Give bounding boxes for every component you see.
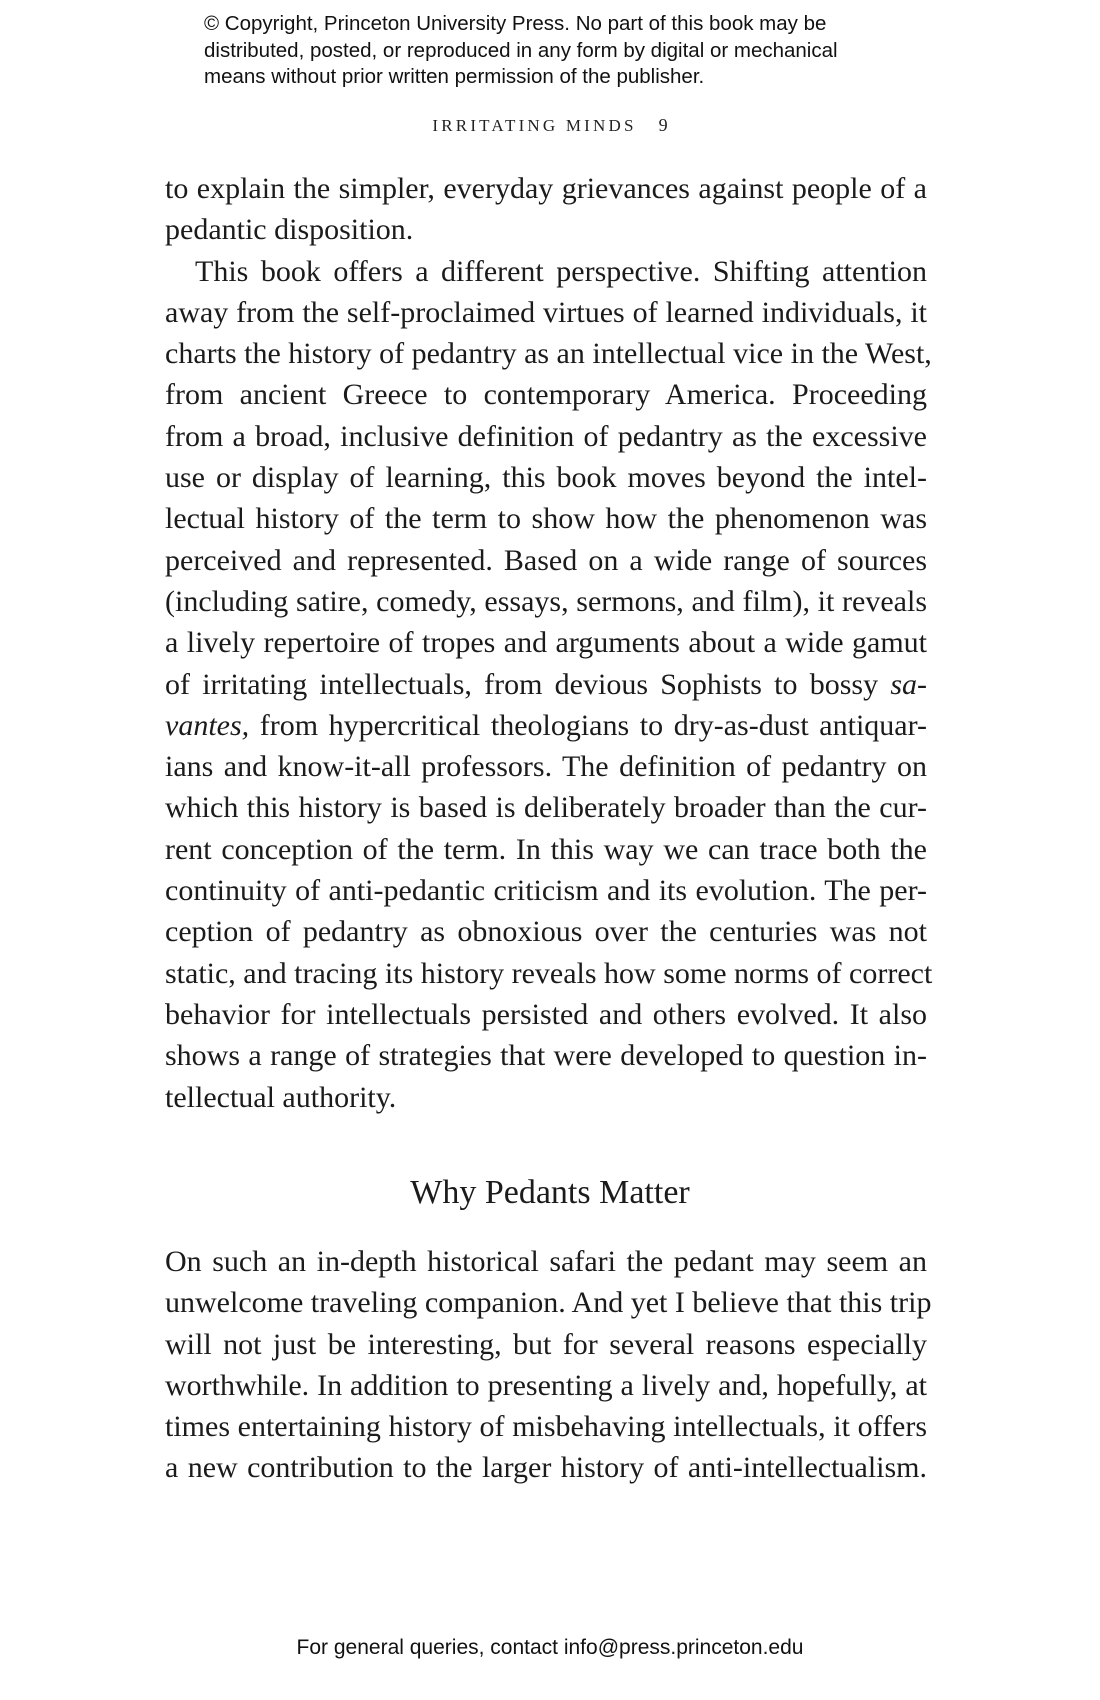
text-line: worthwhile. In addition to presenting a lively and, hopefully, at [165, 1368, 927, 1402]
text-line: pedantic disposition. [165, 213, 414, 247]
text-line: times entertaining history of misbehaving intellectuals, it offers [165, 1410, 927, 1444]
copyright-line: © Copyright, Princeton University Press. No part of this book may be [204, 12, 827, 35]
text-line: rent conception of the term. In this way we can trace both the [165, 832, 927, 866]
copyright-line: means without prior written permission of the publisher. [204, 65, 705, 88]
footer-contact: For general queries, contact info@press.princeton.edu [296, 1636, 804, 1659]
text-line: perceived and represented. Based on a wide range of sources [165, 543, 927, 577]
page-number: 9 [658, 115, 668, 135]
text-line: lectual history of the term to show how the phenomenon was [165, 502, 927, 536]
italic-word: vantes, [165, 708, 250, 742]
text-line-mixed [165, 705, 927, 746]
paragraph-continued [165, 168, 927, 251]
text-line: continuity of anti-pedantic criticism and its evolution. The per- [165, 874, 927, 908]
text-line: use or display of learning, this book moves beyond the intel- [165, 461, 927, 495]
text-line: a new contribution to the larger history of anti-intellectualism. [165, 1451, 927, 1485]
text-line: This book offers a different perspective. Shifting attention [195, 254, 927, 288]
text-line: a lively repertoire of tropes and arguments about a wide gamut [165, 626, 927, 660]
copyright-line: distributed, posted, or reproduced in any form by digital or mechanical [204, 38, 838, 62]
text-line: shows a range of strategies that were developed to question in- [165, 1039, 927, 1073]
text-line: behavior for intellectuals persisted and others evolved. It also [165, 997, 927, 1031]
text-line: from a broad, inclusive definition of pedantry as the excessive [165, 419, 927, 453]
main-text [165, 168, 933, 1118]
section-heading: Why Pedants Matter [410, 1174, 690, 1211]
paragraph-intro [165, 251, 933, 1118]
text-line: tellectual authority. [165, 1080, 397, 1114]
text-line: ception of pedantry as obnoxious over the centuries was not [165, 915, 927, 949]
text-line: to explain the simpler, everyday grievances against people of a [165, 172, 927, 205]
text-line: ians and know-it-all professors. The definition of pedantry on [165, 750, 927, 784]
running-head [0, 115, 1100, 136]
text-segment: of irritating intellectuals, from devious Sophists to bossy [165, 667, 891, 701]
italic-word: sa- [890, 667, 927, 701]
copyright-notice [204, 11, 964, 91]
text-line: away from the self-proclaimed virtues of learned individuals, it [165, 295, 927, 329]
text-line: static, and tracing its history reveals how some norms of correct [165, 956, 933, 990]
section-paragraph [165, 1241, 932, 1489]
text-line: charts the history of pedantry as an intellectual vice in the West, [165, 337, 932, 371]
running-head-title: IRRITATING MINDS [432, 116, 637, 135]
text-line: On such an in-depth historical safari the pedant may seem an [165, 1245, 927, 1278]
text-line: will not just be interesting, but for several reasons especially [165, 1327, 927, 1361]
text-line: unwelcome traveling companion. And yet I believe that this trip [165, 1286, 932, 1320]
text-line: from ancient Greece to contemporary America. Proceeding [165, 378, 927, 412]
text-line-mixed [165, 664, 927, 705]
text-line: which this history is based is deliberately broader than the cur- [165, 791, 927, 825]
text-line: (including satire, comedy, essays, sermons, and film), it reveals [165, 584, 927, 618]
text-segment: from hypercritical theologians to dry-as-dust antiquar- [249, 708, 927, 742]
